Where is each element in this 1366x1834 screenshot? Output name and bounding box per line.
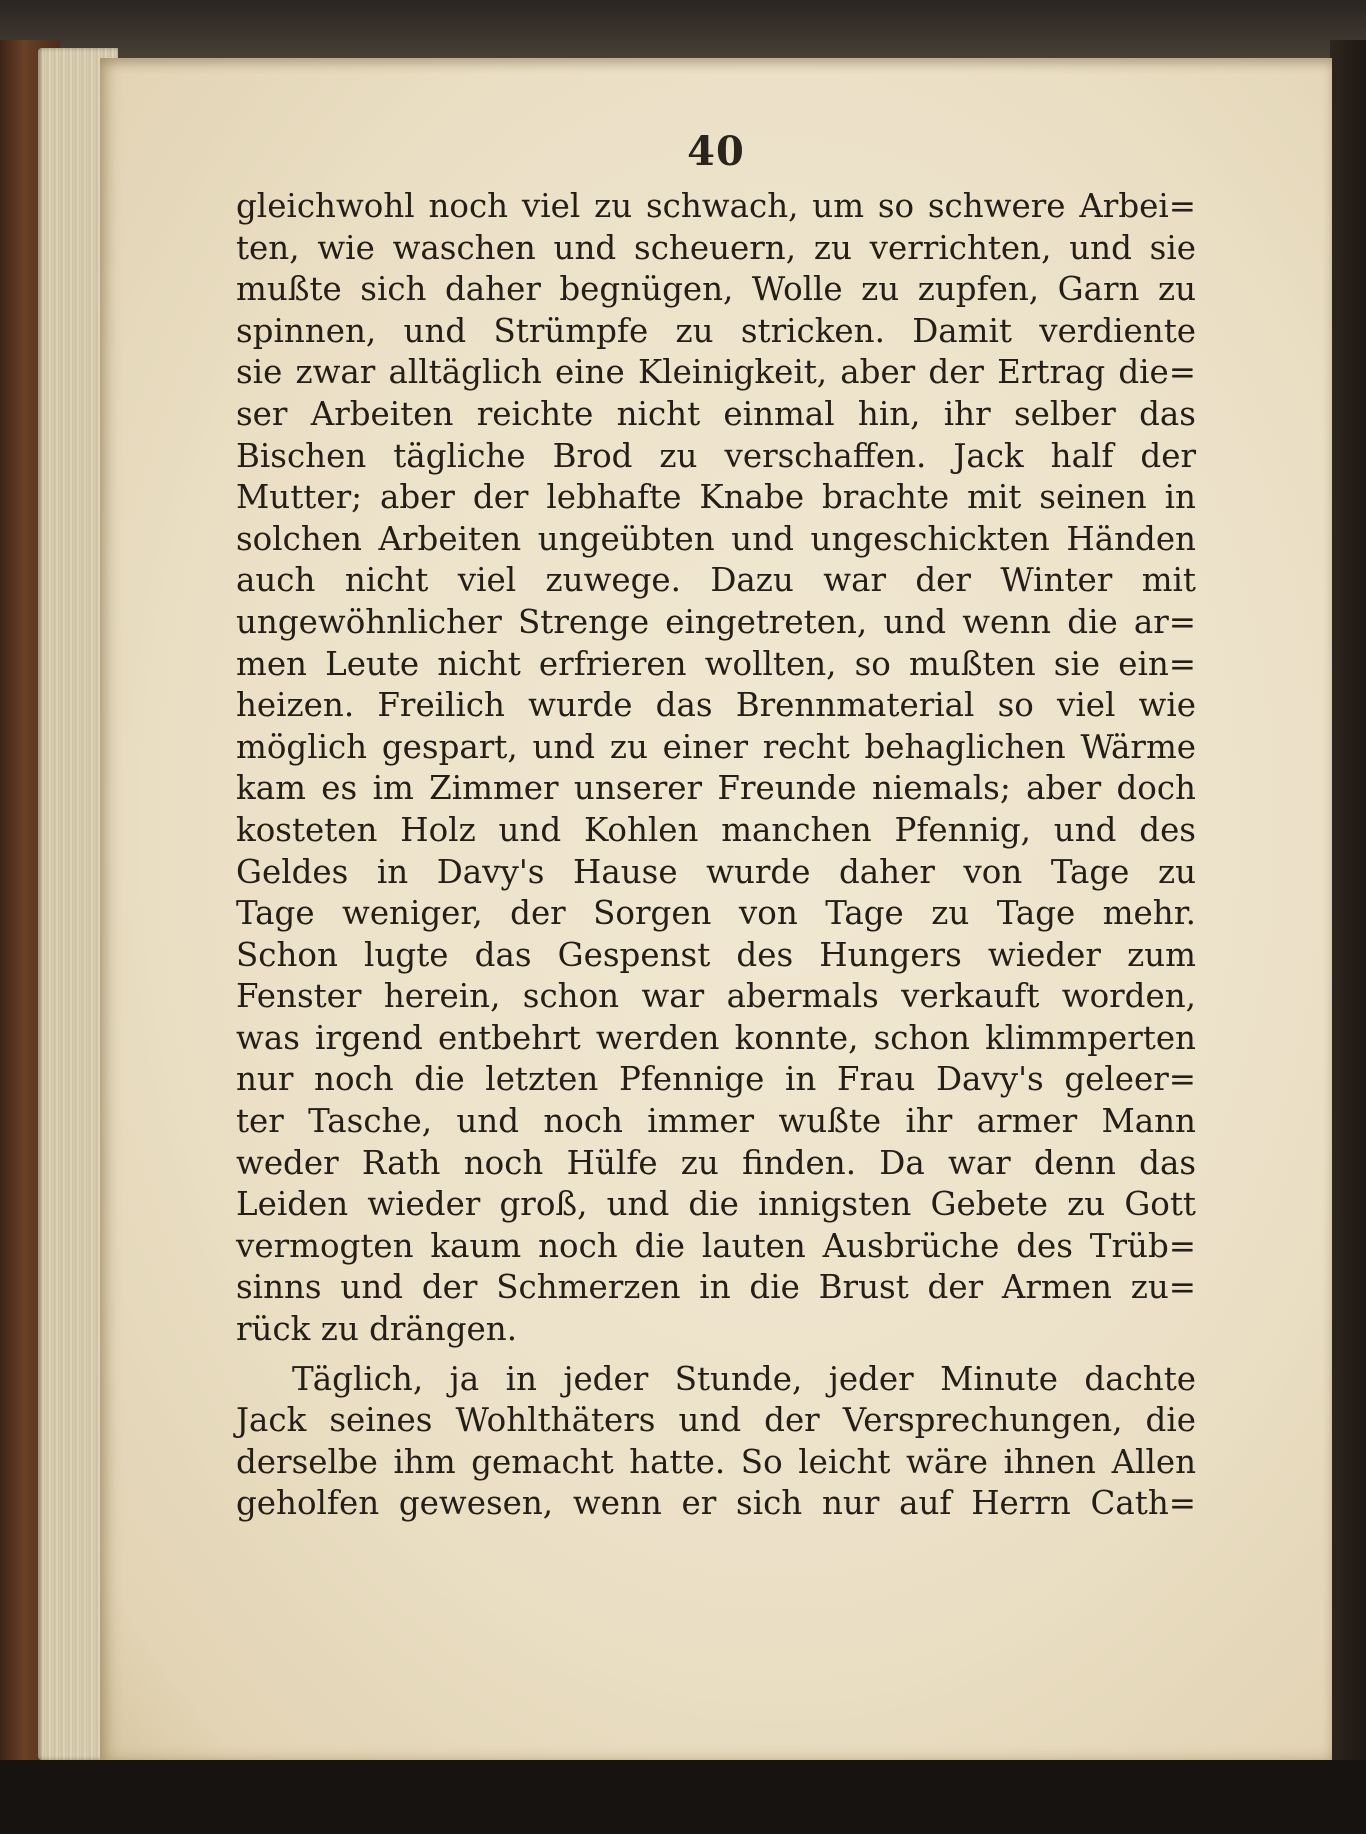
text-line: Tage weniger, der Sorgen von Tage zu Tage mehr.: [236, 894, 1196, 933]
text-line: Jack seines Wohlthäters und der Versprechungen, die: [236, 1401, 1196, 1440]
text-line: Geldes in Davy's Hause wurde daher von Tage zu: [236, 852, 1196, 891]
text-line: nur noch die letzten Pfennige in Frau Davy's geleer=: [236, 1060, 1196, 1099]
paragraph-1: [236, 186, 1196, 1351]
text-line: möglich gespart, und zu einer recht behaglichen Wärme: [236, 727, 1196, 766]
text-line: Schon lugte das Gespenst des Hungers wieder zum: [236, 935, 1196, 974]
text-line: was irgend entbehrt werden konnte, schon klimmperten: [236, 1018, 1196, 1057]
text-line: vermogten kaum noch die lauten Ausbrüche des Trüb=: [236, 1226, 1196, 1265]
text-line: Fenster herein, schon war abermals verkauft worden,: [236, 977, 1196, 1016]
text-line: geholfen gewesen, wenn er sich nur auf Herrn Cath=: [236, 1484, 1196, 1523]
text-line: Leiden wieder groß, und die innigsten Gebete zu Gott: [236, 1185, 1196, 1224]
text-line: kosteten Holz und Kohlen manchen Pfennig, und des: [236, 810, 1196, 849]
text-line: sie zwar alltäglich eine Kleinigkeit, aber der Ertrag die=: [236, 353, 1196, 392]
text-line: heizen. Freilich wurde das Brennmaterial so viel wie: [236, 686, 1196, 725]
text-line: mußte sich daher begnügen, Wolle zu zupfen, Garn zu: [236, 270, 1196, 309]
text-line: Mutter; aber der lebhafte Knabe brachte mit seinen in: [236, 478, 1196, 517]
text-line: Täglich, ja in jeder Stunde, jeder Minute dachte: [292, 1359, 1196, 1398]
text-line: ser Arbeiten reichte nicht einmal hin, ihr selber das: [236, 394, 1196, 433]
text-line: ungewöhnlicher Strenge eingetreten, und wenn die ar=: [236, 602, 1196, 641]
text-line: auch nicht viel zuwege. Dazu war der Winter mit: [236, 561, 1196, 600]
text-line: gleichwohl noch viel zu schwach, um so schwere Arbei=: [236, 187, 1196, 225]
text-line: ter Tasche, und noch immer wußte ihr armer Mann: [236, 1102, 1196, 1141]
page-number: 40: [687, 128, 745, 175]
text-line: weder Rath noch Hülfe zu finden. Da war denn das: [236, 1143, 1196, 1182]
text-line: spinnen, und Strümpfe zu stricken. Damit verdiente: [236, 311, 1196, 350]
book-cover-right: [1330, 40, 1366, 1780]
text-line: rück zu drängen.: [236, 1310, 518, 1349]
text-line: derselbe ihm gemacht hatte. So leicht wäre ihnen Allen: [236, 1442, 1196, 1481]
text-line: men Leute nicht erfrieren wollten, so mußten sie ein=: [236, 644, 1196, 683]
body-text: [236, 186, 1196, 1525]
text-line: ten, wie waschen und scheuern, zu verrichten, und sie: [236, 228, 1196, 267]
text-line: Bischen tägliche Brod zu verschaffen. Jack half der: [236, 436, 1196, 475]
paragraph-2: [236, 1359, 1196, 1525]
text-line: kam es im Zimmer unserer Freunde niemals; aber doch: [236, 769, 1196, 808]
text-line: solchen Arbeiten ungeübten und ungeschickten Händen: [236, 519, 1196, 558]
text-line: sinns und der Schmerzen in die Brust der Armen zu=: [236, 1268, 1196, 1307]
book-page: [100, 58, 1332, 1760]
book-cover-top: [0, 0, 1366, 58]
book-cover-bottom: [0, 1760, 1366, 1834]
